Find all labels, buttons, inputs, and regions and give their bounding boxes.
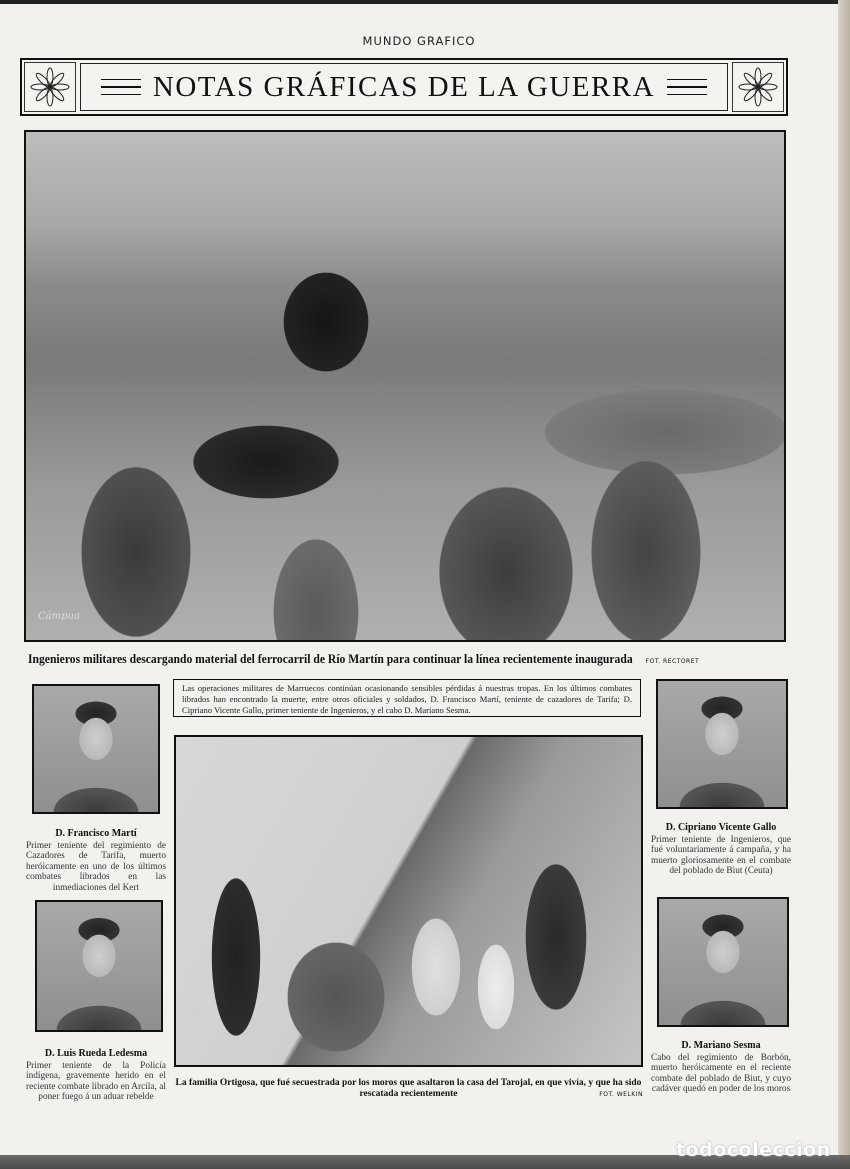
portrait-name: D. Mariano Sesma xyxy=(681,1040,761,1051)
flower-ornament-icon xyxy=(24,62,76,112)
notice-box: Las operaciones militares de Marruecos continúan ocasionando sensibles pérdidas á nuestras tropas. En los últimos combates librados han encontrado la muerte, entre otros oficiales y soldados, D. Francisco Martí, teniente de cazadores de Tarifa; D. Cipriano Vicente Gallo, primer teniente de Ingenieros, y el cabo D. Mariano Sesma. xyxy=(173,679,641,717)
portrait-bio: Primer teniente de la Policía indígena, gravemente herido en el reciente combate librado en Arcila, al poner fuego á un aduar rebelde xyxy=(26,1060,166,1103)
bio-francisco-marti xyxy=(26,829,166,894)
main-photo-credit: FOT. RECTORET xyxy=(645,657,700,665)
main-caption-text: Ingenieros militares descargando material del ferrocarril de Río Martín para continuar la línea recientemente inaugurada xyxy=(28,652,633,666)
portrait-bio: Primer teniente de Ingenieros, que fué voluntariamente á campaña, y ha muerto gloriosamente en el combate del poblado de Biut (Ceuta) xyxy=(651,834,791,877)
decorative-rules-left xyxy=(101,79,141,96)
portrait-name: D. Francisco Martí xyxy=(55,828,137,839)
title-frame xyxy=(80,63,728,111)
title-banner xyxy=(20,58,788,116)
flower-ornament-icon xyxy=(732,62,784,112)
decorative-rules-right xyxy=(667,79,707,96)
portrait-bio: Cabo del regimiento de Borbón, muerto heróicamente en el reciente combate del poblado de Biut, y cuyo cadáver quedó en poder de los moros xyxy=(651,1052,791,1095)
page-edge xyxy=(838,0,850,1169)
portrait-francisco-marti xyxy=(32,684,160,814)
portrait-mariano-sesma xyxy=(657,897,789,1027)
family-photo-caption xyxy=(174,1078,643,1100)
top-rule xyxy=(0,0,850,4)
portrait-bio: Primer teniente del regimiento de Cazadores de Tarifa, muerto heróicamente en uno de los últimos combates librados en las inmediaciones del Kert xyxy=(26,840,166,893)
portrait-cipriano-vicente-gallo xyxy=(656,679,788,809)
page-title: NOTAS GRÁFICAS DE LA GUERRA xyxy=(152,70,656,103)
portrait-name: D. Cipriano Vicente Gallo xyxy=(665,822,777,833)
portrait-luis-rueda-ledesma xyxy=(35,900,163,1032)
running-head: MUNDO GRAFICO xyxy=(362,34,476,48)
watermark: todocoleccion xyxy=(676,1139,831,1161)
bio-luis-rueda-ledesma xyxy=(26,1049,166,1103)
main-photo-caption xyxy=(28,652,735,667)
family-photo-credit: FOT. WELKIN xyxy=(599,1091,643,1098)
ortigosa-family-photo xyxy=(174,735,643,1067)
bio-mariano-sesma xyxy=(651,1041,791,1095)
family-caption-text: La familia Ortigosa, que fué secuestrada por los moros que asaltaron la casa del Tarojal, en que vivía, y que ha sido rescatada recientemente xyxy=(175,1078,642,1099)
bio-cipriano-vicente-gallo xyxy=(651,823,791,877)
portrait-name: D. Luis Rueda Ledesma xyxy=(44,1048,148,1059)
railway-engineers-photo xyxy=(24,130,786,642)
photographer-signature: Cámpua xyxy=(38,611,80,622)
